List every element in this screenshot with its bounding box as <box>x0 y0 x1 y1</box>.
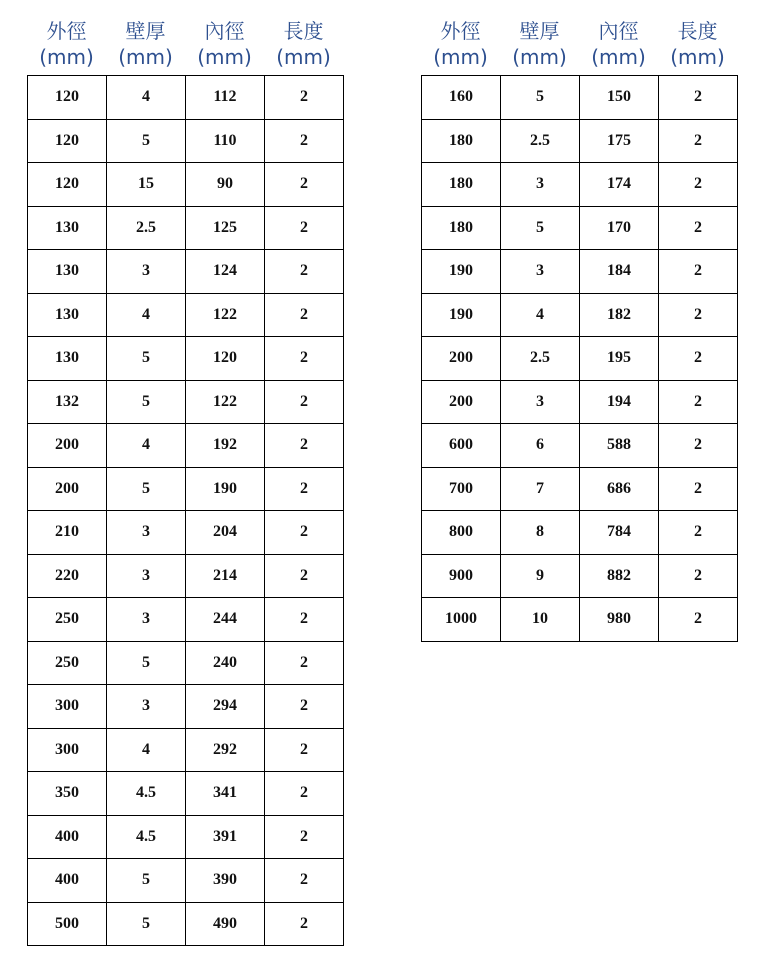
outer-diameter-cell: 400 <box>28 859 107 903</box>
table-row <box>422 337 738 381</box>
outer-diameter-cell: 120 <box>28 76 107 120</box>
wall-thickness-cell: 3 <box>107 250 186 294</box>
inner-diameter-cell: 90 <box>186 163 265 207</box>
inner-diameter-cell: 391 <box>186 815 265 859</box>
inner-diameter-cell: 390 <box>186 859 265 903</box>
wall-thickness-cell: 5 <box>501 76 580 120</box>
wall-thickness-cell: 5 <box>501 206 580 250</box>
table-row <box>28 119 344 163</box>
wall-thickness-cell: 5 <box>107 380 186 424</box>
outer-diameter-cell: 180 <box>422 119 501 163</box>
right-header-row <box>421 18 738 75</box>
inner-diameter-cell: 195 <box>580 337 659 381</box>
length-cell: 2 <box>265 554 344 598</box>
table-row <box>422 163 738 207</box>
inner-diameter-cell: 184 <box>580 250 659 294</box>
wall-thickness-cell: 3 <box>501 163 580 207</box>
outer-diameter-cell: 120 <box>28 163 107 207</box>
wall-thickness-cell: 6 <box>501 424 580 468</box>
inner-diameter-cell: 170 <box>580 206 659 250</box>
inner-diameter-cell: 122 <box>186 380 265 424</box>
wall-thickness-cell: 4.5 <box>107 772 186 816</box>
outer-diameter-cell: 180 <box>422 206 501 250</box>
inner-diameter-cell: 294 <box>186 685 265 729</box>
table-row <box>422 293 738 337</box>
header-label: 長度 <box>283 19 324 43</box>
wall-thickness-cell: 7 <box>501 467 580 511</box>
table-row <box>28 467 344 511</box>
outer-diameter-cell: 1000 <box>422 598 501 642</box>
table-row <box>28 902 344 946</box>
length-cell: 2 <box>265 728 344 772</box>
length-cell: 2 <box>659 337 738 381</box>
table-row <box>28 859 344 903</box>
length-cell: 2 <box>659 76 738 120</box>
header-label: 壁厚 <box>519 19 560 43</box>
outer-diameter-cell: 300 <box>28 728 107 772</box>
table-row <box>422 598 738 642</box>
header-outer-diameter <box>27 18 106 75</box>
header-length <box>658 18 737 75</box>
length-cell: 2 <box>265 337 344 381</box>
table-row <box>422 76 738 120</box>
header-length <box>264 18 343 75</box>
length-cell: 2 <box>265 250 344 294</box>
wall-thickness-cell: 4 <box>107 728 186 772</box>
outer-diameter-cell: 200 <box>422 380 501 424</box>
table-row <box>28 728 344 772</box>
table-row <box>28 337 344 381</box>
length-cell: 2 <box>265 685 344 729</box>
wall-thickness-cell: 2.5 <box>501 337 580 381</box>
table-row <box>28 293 344 337</box>
length-cell: 2 <box>265 598 344 642</box>
inner-diameter-cell: 190 <box>186 467 265 511</box>
inner-diameter-cell: 214 <box>186 554 265 598</box>
outer-diameter-cell: 300 <box>28 685 107 729</box>
table-row <box>422 119 738 163</box>
outer-diameter-cell: 250 <box>28 641 107 685</box>
outer-diameter-cell: 130 <box>28 337 107 381</box>
header-unit: (mm) <box>670 45 725 69</box>
wall-thickness-cell: 5 <box>107 467 186 511</box>
header-unit: (mm) <box>512 45 567 69</box>
outer-diameter-cell: 220 <box>28 554 107 598</box>
outer-diameter-cell: 132 <box>28 380 107 424</box>
outer-diameter-cell: 200 <box>422 337 501 381</box>
length-cell: 2 <box>659 554 738 598</box>
header-inner-diameter <box>185 18 264 75</box>
length-cell: 2 <box>265 424 344 468</box>
left-header-row <box>27 18 344 75</box>
table-row <box>28 511 344 555</box>
length-cell: 2 <box>265 772 344 816</box>
inner-diameter-cell: 784 <box>580 511 659 555</box>
length-cell: 2 <box>659 163 738 207</box>
wall-thickness-cell: 3 <box>501 250 580 294</box>
outer-diameter-cell: 800 <box>422 511 501 555</box>
table-row <box>28 163 344 207</box>
header-outer-diameter <box>421 18 500 75</box>
outer-diameter-cell: 120 <box>28 119 107 163</box>
length-cell: 2 <box>659 424 738 468</box>
inner-diameter-cell: 120 <box>186 337 265 381</box>
header-wall-thickness <box>106 18 185 75</box>
length-cell: 2 <box>265 163 344 207</box>
header-label: 內徑 <box>598 19 639 43</box>
wall-thickness-cell: 4 <box>501 293 580 337</box>
inner-diameter-cell: 192 <box>186 424 265 468</box>
length-cell: 2 <box>659 380 738 424</box>
table-row <box>28 598 344 642</box>
outer-diameter-cell: 190 <box>422 250 501 294</box>
length-cell: 2 <box>659 511 738 555</box>
length-cell: 2 <box>659 467 738 511</box>
header-unit: (mm) <box>197 45 252 69</box>
length-cell: 2 <box>265 380 344 424</box>
outer-diameter-cell: 130 <box>28 206 107 250</box>
inner-diameter-cell: 182 <box>580 293 659 337</box>
inner-diameter-cell: 124 <box>186 250 265 294</box>
header-label: 長度 <box>677 19 718 43</box>
outer-diameter-cell: 250 <box>28 598 107 642</box>
wall-thickness-cell: 5 <box>107 119 186 163</box>
table-row <box>422 380 738 424</box>
table-row <box>422 250 738 294</box>
header-label: 外徑 <box>46 19 87 43</box>
wall-thickness-cell: 4 <box>107 293 186 337</box>
header-unit: (mm) <box>118 45 173 69</box>
wall-thickness-cell: 5 <box>107 902 186 946</box>
header-inner-diameter <box>579 18 658 75</box>
header-label: 壁厚 <box>125 19 166 43</box>
outer-diameter-cell: 130 <box>28 250 107 294</box>
table-row <box>28 250 344 294</box>
wall-thickness-cell: 5 <box>107 641 186 685</box>
length-cell: 2 <box>265 641 344 685</box>
wall-thickness-cell: 3 <box>107 511 186 555</box>
table-row <box>422 554 738 598</box>
inner-diameter-cell: 686 <box>580 467 659 511</box>
length-cell: 2 <box>659 293 738 337</box>
outer-diameter-cell: 180 <box>422 163 501 207</box>
left-spec-table <box>27 75 344 946</box>
inner-diameter-cell: 292 <box>186 728 265 772</box>
wall-thickness-cell: 8 <box>501 511 580 555</box>
wall-thickness-cell: 10 <box>501 598 580 642</box>
wall-thickness-cell: 3 <box>501 380 580 424</box>
inner-diameter-cell: 980 <box>580 598 659 642</box>
wall-thickness-cell: 4 <box>107 424 186 468</box>
table-row <box>422 467 738 511</box>
wall-thickness-cell: 3 <box>107 598 186 642</box>
outer-diameter-cell: 700 <box>422 467 501 511</box>
table-row <box>28 380 344 424</box>
outer-diameter-cell: 200 <box>28 467 107 511</box>
inner-diameter-cell: 150 <box>580 76 659 120</box>
wall-thickness-cell: 5 <box>107 859 186 903</box>
table-row <box>28 424 344 468</box>
wall-thickness-cell: 3 <box>107 554 186 598</box>
outer-diameter-cell: 160 <box>422 76 501 120</box>
table-row <box>28 815 344 859</box>
inner-diameter-cell: 341 <box>186 772 265 816</box>
table-row <box>28 641 344 685</box>
table-row <box>28 554 344 598</box>
inner-diameter-cell: 588 <box>580 424 659 468</box>
length-cell: 2 <box>265 293 344 337</box>
table-row <box>422 424 738 468</box>
header-wall-thickness <box>500 18 579 75</box>
inner-diameter-cell: 244 <box>186 598 265 642</box>
outer-diameter-cell: 500 <box>28 902 107 946</box>
length-cell: 2 <box>265 119 344 163</box>
header-unit: (mm) <box>591 45 646 69</box>
table-row <box>28 76 344 120</box>
right-table-block <box>421 18 738 642</box>
length-cell: 2 <box>659 250 738 294</box>
inner-diameter-cell: 175 <box>580 119 659 163</box>
right-spec-table <box>421 75 738 642</box>
length-cell: 2 <box>265 76 344 120</box>
length-cell: 2 <box>265 511 344 555</box>
inner-diameter-cell: 240 <box>186 641 265 685</box>
inner-diameter-cell: 125 <box>186 206 265 250</box>
inner-diameter-cell: 194 <box>580 380 659 424</box>
table-row <box>422 206 738 250</box>
outer-diameter-cell: 190 <box>422 293 501 337</box>
inner-diameter-cell: 112 <box>186 76 265 120</box>
header-label: 外徑 <box>440 19 481 43</box>
outer-diameter-cell: 600 <box>422 424 501 468</box>
length-cell: 2 <box>265 815 344 859</box>
length-cell: 2 <box>659 119 738 163</box>
outer-diameter-cell: 350 <box>28 772 107 816</box>
wall-thickness-cell: 4 <box>107 76 186 120</box>
length-cell: 2 <box>265 902 344 946</box>
length-cell: 2 <box>265 859 344 903</box>
outer-diameter-cell: 200 <box>28 424 107 468</box>
length-cell: 2 <box>265 467 344 511</box>
header-unit: (mm) <box>276 45 331 69</box>
length-cell: 2 <box>659 598 738 642</box>
inner-diameter-cell: 204 <box>186 511 265 555</box>
wall-thickness-cell: 4.5 <box>107 815 186 859</box>
length-cell: 2 <box>265 206 344 250</box>
wall-thickness-cell: 15 <box>107 163 186 207</box>
wall-thickness-cell: 5 <box>107 337 186 381</box>
inner-diameter-cell: 882 <box>580 554 659 598</box>
inner-diameter-cell: 490 <box>186 902 265 946</box>
wall-thickness-cell: 2.5 <box>107 206 186 250</box>
length-cell: 2 <box>659 206 738 250</box>
outer-diameter-cell: 900 <box>422 554 501 598</box>
left-table-block <box>27 18 344 946</box>
wall-thickness-cell: 3 <box>107 685 186 729</box>
table-row <box>422 511 738 555</box>
table-row <box>28 685 344 729</box>
inner-diameter-cell: 174 <box>580 163 659 207</box>
inner-diameter-cell: 122 <box>186 293 265 337</box>
header-unit: (mm) <box>39 45 94 69</box>
table-row <box>28 206 344 250</box>
header-label: 內徑 <box>204 19 245 43</box>
header-unit: (mm) <box>433 45 488 69</box>
wall-thickness-cell: 2.5 <box>501 119 580 163</box>
table-row <box>28 772 344 816</box>
wall-thickness-cell: 9 <box>501 554 580 598</box>
outer-diameter-cell: 130 <box>28 293 107 337</box>
inner-diameter-cell: 110 <box>186 119 265 163</box>
outer-diameter-cell: 400 <box>28 815 107 859</box>
outer-diameter-cell: 210 <box>28 511 107 555</box>
